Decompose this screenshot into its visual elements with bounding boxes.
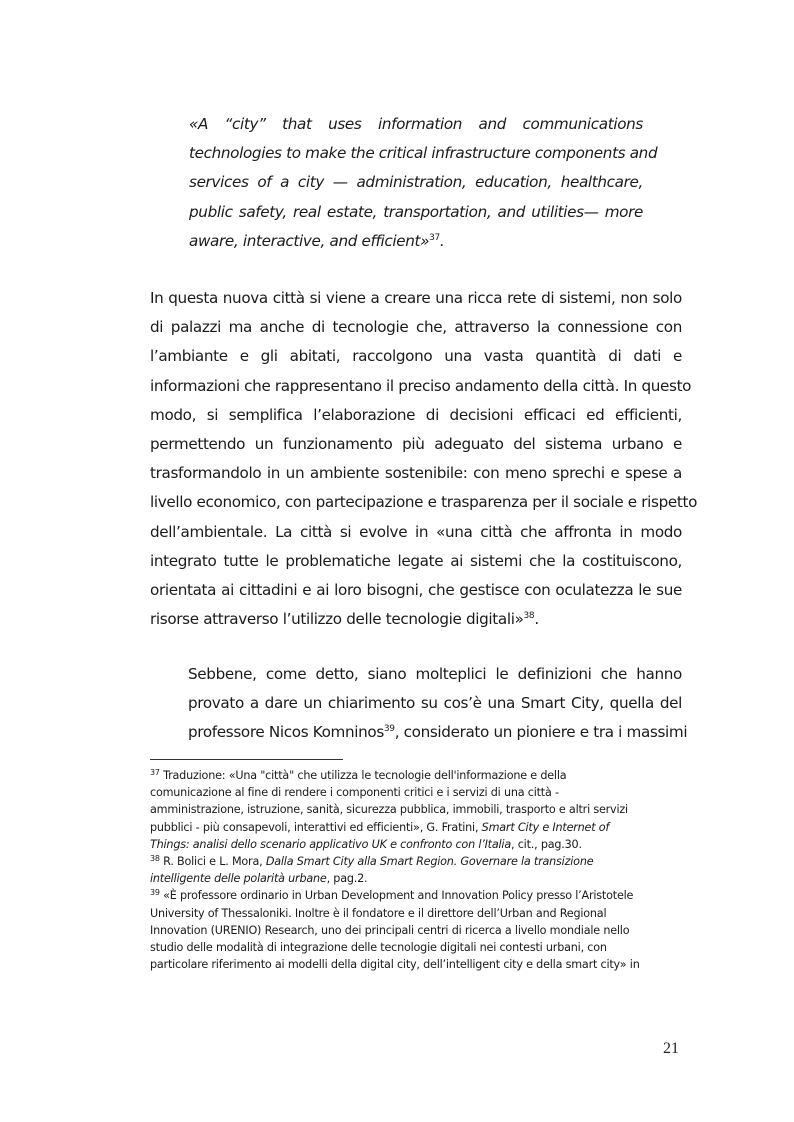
footnote-number: 39 bbox=[150, 888, 160, 898]
body-line: Sebbene, come detto, siano molteplici le definizioni che hanno bbox=[188, 665, 682, 683]
footnote-line: studio delle modalità di integrazione delle tecnologie digitali nei contesti urbani, con bbox=[150, 941, 607, 955]
body-line: modo, si semplifica l’elaborazione di decisioni efficaci ed efficienti, bbox=[150, 405, 682, 424]
footnote-text: «È professore ordinario in Urban Development and Innovation Policy presso l’Aristotele bbox=[163, 889, 634, 903]
footnote-39 bbox=[150, 887, 682, 973]
body-line: l’ambiante e gli abitati, raccolgono una vasta quantità di dati e bbox=[150, 347, 682, 366]
footnote-title: Dalla Smart City alla Smart Region. Governare la transizione bbox=[265, 855, 594, 869]
footnote-line bbox=[150, 836, 682, 853]
footnote-title: Smart City e Internet of bbox=[481, 820, 610, 834]
footnote-ref-38[interactable]: 38 bbox=[523, 611, 535, 622]
footnote-separator bbox=[150, 759, 343, 760]
footnote-ref-39[interactable]: 39 bbox=[383, 724, 395, 735]
body-line bbox=[150, 718, 688, 747]
body-line: integrato tutte le problematiche legate ai sistemi che la costituiscono, bbox=[150, 551, 682, 570]
footnote-line bbox=[150, 887, 682, 904]
footnote-38 bbox=[150, 853, 682, 887]
footnote-line bbox=[150, 819, 682, 836]
quote-line: «A “city” that uses information and communications bbox=[189, 115, 643, 133]
footnote-number: 38 bbox=[150, 854, 160, 864]
body-line: informazioni che rappresentano il preciso andamento della città. In questo bbox=[150, 376, 692, 395]
quote-end: . bbox=[439, 231, 445, 250]
body-line: provato a dare un chiarimento su cos’è una Smart City, quella del bbox=[188, 694, 682, 713]
quote-line: technologies to make the critical infrastructure components and bbox=[189, 144, 658, 163]
footnote-text: R. Bolici e L. Mora, bbox=[163, 855, 266, 869]
body-line-text: professore Nicos Komninos bbox=[188, 723, 384, 742]
body-line: di palazzi ma anche di tecnologie che, attraverso la connessione con bbox=[150, 318, 682, 337]
footnote-line: University of Thessaloniki. Inoltre è il fondatore e il direttore dell’Urban and Regional bbox=[150, 906, 607, 920]
footnote-title: Things: analisi dello scenario applicativo UK e confronto con l’Italia bbox=[150, 837, 511, 851]
footnote-title: intelligente delle polarità urbane bbox=[150, 872, 327, 886]
body-line-text: risorse attraverso l’utilizzo delle tecnologie digitali» bbox=[150, 610, 524, 629]
footnotes bbox=[150, 767, 682, 973]
body-line-text: , considerato un pioniere e tra i massimi bbox=[394, 723, 688, 742]
page-number: 21 bbox=[663, 1040, 679, 1057]
footnote-text: , cit., pag.30. bbox=[511, 837, 582, 851]
footnote-line bbox=[150, 853, 682, 870]
quote-line: services of a city — administration, education, healthcare, bbox=[189, 173, 643, 192]
body-line: trasformandolo in un ambiente sostenibile: con meno sprechi e spese a bbox=[150, 464, 682, 483]
body-line: permettendo un funzionamento più adeguato del sistema urbano e bbox=[150, 435, 682, 454]
footnote-line: particolare riferimento ai modelli della digital city, dell’intelligent city e della smart city» in bbox=[150, 958, 640, 972]
paragraph-end: . bbox=[534, 610, 539, 629]
footnote-ref-37[interactable]: 37 bbox=[429, 232, 440, 243]
paragraph-1 bbox=[150, 284, 698, 634]
body-line: dell’ambientale. La città si evolve in «una città che affronta in modo bbox=[150, 522, 682, 541]
footnote-number: 37 bbox=[150, 768, 160, 777]
quote-line-text: aware, interactive, and efficient» bbox=[189, 231, 430, 250]
footnote-text: , pag.2. bbox=[326, 872, 368, 886]
footnote-37 bbox=[150, 767, 682, 853]
footnote-line: comunicazione al fine di rendere i componenti critici e i servizi di una città - bbox=[150, 786, 559, 800]
body-line bbox=[150, 605, 682, 634]
quote-line: public safety, real estate, transportation, and utilities— more bbox=[189, 202, 643, 221]
footnote-text: pubblici - più consapevoli, interattivi ed efficienti», G. Fratini, bbox=[150, 820, 482, 834]
body-line: orientata ai cittadini e ai loro bisogni, che gestisce con oculatezza le sue bbox=[150, 581, 682, 600]
footnote-line: Innovation (URENIO) Research, uno dei principali centri di ricerca a livello mondiale nello bbox=[150, 923, 630, 937]
block-quote bbox=[189, 110, 658, 256]
footnote-line: amministrazione, istruzione, sanità, sicurezza pubblica, immobili, trasporto e altri servizi bbox=[150, 803, 628, 817]
paragraph-2 bbox=[150, 660, 688, 748]
body-line: In questa nuova città si viene a creare una ricca rete di sistemi, non solo bbox=[150, 289, 682, 307]
quote-line bbox=[189, 227, 643, 256]
footnote-text: Traduzione: «Una "città" che utilizza le tecnologie dell'informazione e della bbox=[163, 769, 567, 782]
footnote-line bbox=[150, 870, 682, 887]
body-line: livello economico, con partecipazione e trasparenza per il sociale e rispetto bbox=[150, 493, 698, 512]
footnote-line bbox=[150, 767, 682, 784]
